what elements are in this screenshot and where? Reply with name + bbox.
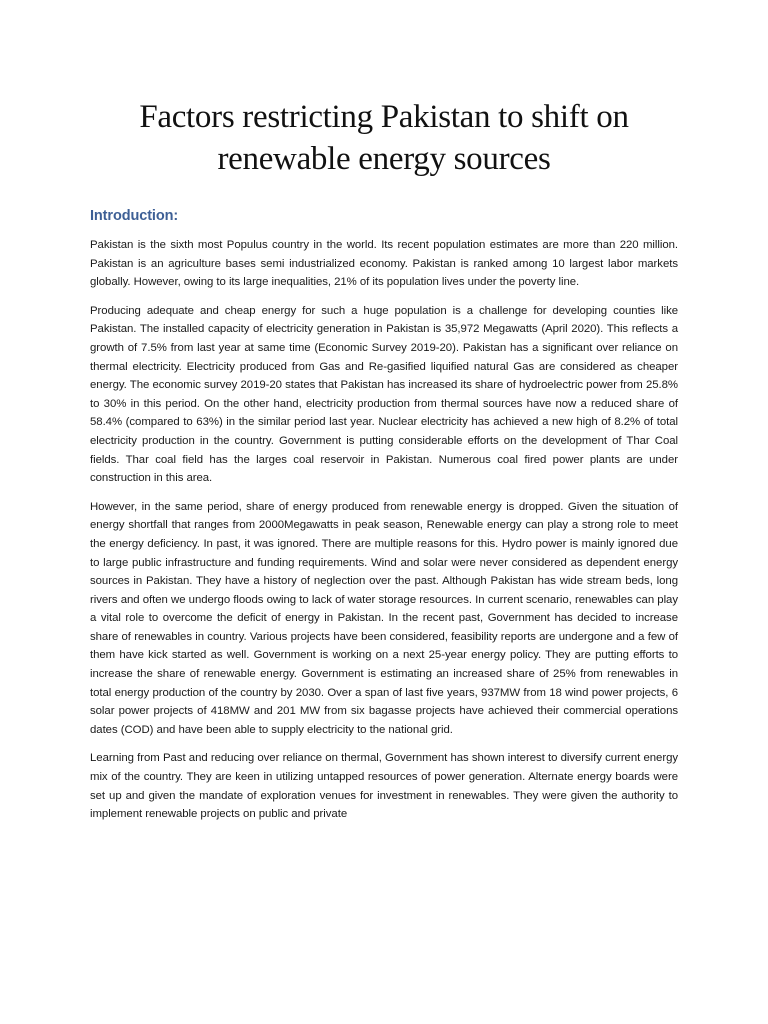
document-title: Factors restricting Pakistan to shift on renewable energy sources	[139, 99, 629, 177]
paragraph: Producing adequate and cheap energy for such a huge population is a challenge for developing counties like Pakistan. The installed capacity of electricity generation in Pakistan is 35,972 Megawatts (April 2020). This reflects a growth of 7.5% from last year at same time (Economic Survey 2019-20). Pakistan has a significant over reliance on thermal electricity. Electricity produced from Gas and Re-gasified liquified natural Gas are considered as cheaper energy. The economic survey 2019-20 states that Pakistan has increased its share of hydroelectric power from 25.8% to 30% in this period. On the other hand, electricity production from thermal sources have now a reduced share of 58.4% (compared to 63%) in the similar period last year. Nuclear electricity has achieved a new high of 8.2% of total electricity production in the country. Government is putting considerable efforts on the development of Thar Coal fields. Thar coal field has the larges coal reservoir in Pakistan. Numerous coal fired power plants are under construction in this area.	[90, 304, 678, 485]
paragraph: Learning from Past and reducing over reliance on thermal, Government has shown interest to diversify current energy mix of the country. They are keen in utilizing untapped resources of power generation. Alternate energy boards were set up and given the mandate of exploration venues for investment in renewables. They were given the authority to implement renewable projects on public and private	[90, 752, 678, 821]
paragraph: However, in the same period, share of energy produced from renewable energy is dropped. Given the situation of energy shortfall that ranges from 2000Megawatts in peak season, Renewable energy can play a strong role to meet the energy deficiency. In past, it was ignored. There are multiple reasons for this. Hydro power is mainly ignored due to large public infrastructure and funding requirements. Wind and solar were never considered as dependent energy sources in Pakistan. They have a history of neglection over the past. Although Pakistan has wide stream beds, long rivers and often we undergo floods owing to lack of water storage resources. In current scenario, renewables can play a vital role to overcome the deficit of energy in Pakistan. In the recent past, Government has decided to increase share of renewables in country. Various projects have been considered, feasibility reports are undergone and a few of them have kick started as well. Government is working on a next 25-year energy policy. They are putting efforts to increase the share of renewable energy. Government is estimating an increased share of 25% from renewables in total energy production of the country by 2030. Over a span of last five years, 937MW from 18 wind power projects, 6 solar power projects of 418MW and 201 MW from six bagasse projects have achieved their commercial operations dates (COD) and have been able to supply electricity to the national grid.	[90, 500, 678, 736]
section-heading-introduction: Introduction:	[90, 208, 179, 224]
paragraph: Pakistan is the sixth most Populus country in the world. Its recent population estimates are more than 220 million. Pakistan is an agriculture bases semi industrialized economy. Pakistan is ranked among 10 largest labor markets globally. However, owing to its large inequalities, 21% of its population lives under the poverty line.	[90, 239, 678, 289]
